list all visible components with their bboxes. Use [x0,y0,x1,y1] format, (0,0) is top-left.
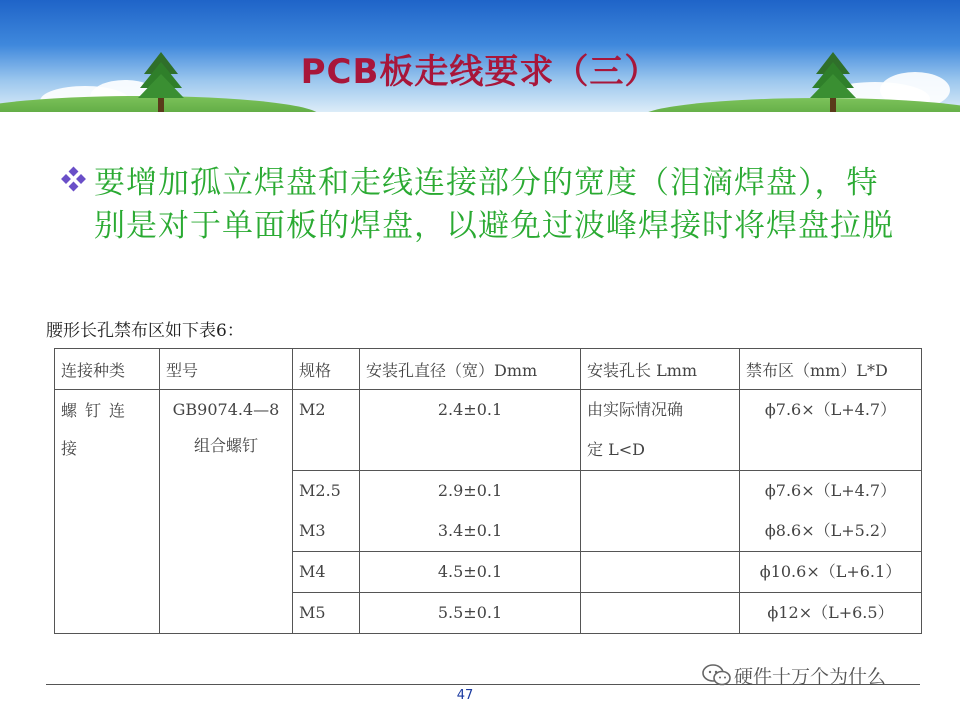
dia-value: 5.5±0.1 [437,603,503,622]
zone-value: ϕ7.6×（L+4.7） [764,481,897,500]
header-cell: 规格 [293,349,360,390]
header-banner [0,0,960,112]
header-cell: 连接种类 [55,349,160,390]
spec-table [54,348,922,634]
dia-cell [360,552,581,593]
zone-value: ϕ7.6×（L+4.7） [764,400,897,419]
header-cell: 禁布区（mm）L*D [740,349,922,390]
table-row [55,390,922,471]
header-cell: 安装孔长 Lmm [581,349,740,390]
dia-cell [360,471,581,552]
table-header-row [55,349,922,390]
spec-cell [293,593,360,634]
zone-cell [740,471,922,552]
slide-title: PCB板走线要求（三） [300,52,660,92]
type-cell-text: 螺钉连接 [61,401,134,458]
type-cell [55,390,160,634]
zone-cell [740,390,922,471]
dia-value: 2.4±0.1 [437,400,503,419]
dia-cell [360,390,581,471]
model-cell [160,390,293,634]
watermark-text: 硬件十万个为什么 [734,666,887,688]
spec-cell [293,471,360,552]
wechat-icon [702,664,732,686]
header-cell: 安装孔直径（宽）Dmm [360,349,581,390]
model-line: GB9074.4—8 [172,400,280,419]
header-cell: 型号 [160,349,293,390]
length-cell [581,390,740,471]
spec-value: M5 [299,603,326,622]
zone-value: ϕ8.6×（L+5.2） [764,521,897,540]
dia-value: 3.4±0.1 [437,521,503,540]
table-caption: 腰形长孔禁布区如下表6： [46,321,244,341]
spec-cell [293,390,360,471]
dia-value: 2.9±0.1 [437,481,503,500]
spec-value: M4 [299,562,326,581]
length-note-line: 定 L<D [587,440,645,459]
dia-value: 4.5±0.1 [437,562,503,581]
model-line: 组合螺钉 [193,436,258,455]
length-cell [581,471,740,552]
zone-value: ϕ10.6×（L+6.1） [759,562,902,581]
length-cell [581,593,740,634]
spec-cell [293,552,360,593]
zone-cell [740,593,922,634]
zone-cell [740,552,922,593]
bullet-text: 要增加孤立焊盘和走线连接部分的宽度（泪滴焊盘），特别是对于单面板的焊盘，以避免过波峰焊接时将焊盘拉脱 [94,165,894,244]
spec-value: M2 [299,400,326,419]
length-cell [581,552,740,593]
spec-value: M2.5 [299,481,341,500]
hill-decoration [640,98,960,112]
length-note-line: 由实际情况确 [587,400,684,419]
page-number: 47 [456,688,474,703]
spec-value: M3 [299,521,326,540]
diamond-bullet-icon [60,166,88,194]
dia-cell [360,593,581,634]
zone-value: ϕ12×（L+6.5） [767,603,894,622]
